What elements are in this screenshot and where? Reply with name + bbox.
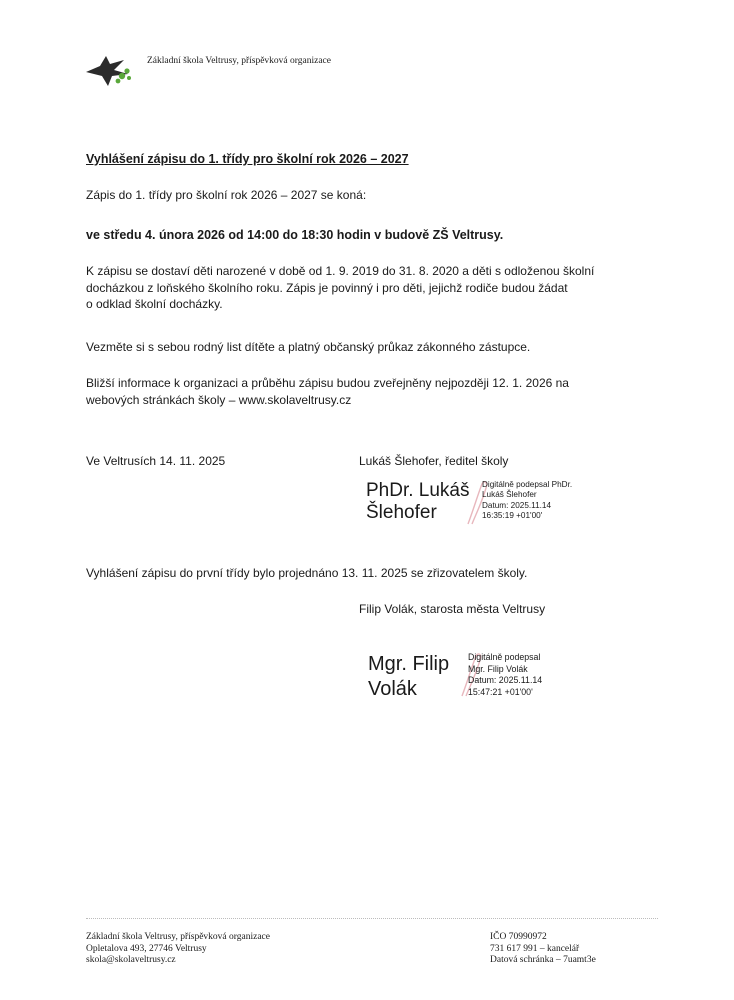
documents-paragraph: Vezměte si s sebou rodný list dítěte a platný občanský průkaz zákonného zástupce. [86, 340, 531, 354]
director-signature-meta: Digitálně podepsal PhDr. Lukáš Šlehofer Datum: 2025.11.14 16:35:19 +01'00' [482, 480, 573, 521]
eligibility-line: docházkou z loňského školního roku. Zápis je povinný i pro děti, jejichž rodiče budou žádat [86, 280, 568, 295]
place-date: Ve Veltrusích 14. 11. 2025 [86, 454, 226, 468]
footer-divider [86, 918, 658, 919]
document-title: Vyhlášení zápisu do 1. třídy pro školní rok 2026 – 2027 [86, 152, 409, 166]
eligibility-line: K zápisu se dostaví děti narozené v době od 1. 9. 2019 do 31. 8. 2020 a děti s odloženou školní [86, 264, 595, 278]
footer-left [86, 932, 270, 967]
footer-email: skola@skolaveltrusy.cz [86, 955, 176, 965]
footer-ico: IČO 70990972 [490, 932, 547, 942]
director-label: Lukáš Šlehofer, ředitel školy [359, 454, 509, 468]
intro-paragraph: Zápis do 1. třídy pro školní rok 2026 – 2027 se koná: [86, 188, 367, 202]
header-school-name: Základní škola Veltrusy, příspěvková organizace [147, 56, 331, 66]
footer-phone: 731 617 991 – kancelář [490, 943, 580, 954]
discussed-line: Vyhlášení zápisu do první třídy bylo projednáno 13. 11. 2025 se zřizovatelem školy. [86, 566, 528, 580]
footer-school-name: Základní škola Veltrusy, příspěvková organizace [86, 932, 270, 942]
enrollment-date-line: ve středu 4. února 2026 od 14:00 do 18:30 hodin v budově ZŠ Veltrusy. [86, 228, 504, 242]
footer-data-box: Datová schránka – 7uamt3e [490, 955, 596, 965]
eligibility-paragraph [86, 263, 666, 313]
info-paragraph [86, 375, 666, 408]
mayor-signature-meta: Digitálně podepsal Mgr. Filip Volák Datum: 2025.11.14 15:47:21 +01'00' [468, 652, 543, 697]
eligibility-line: o odklad školní docházky. [86, 297, 223, 311]
footer-address: Opletalova 493, 27746 Veltrusy [86, 943, 207, 954]
mayor-label: Filip Volák, starosta města Veltrusy [359, 602, 546, 616]
school-logo-icon [84, 52, 134, 88]
info-line: webových stránkách školy – www.skolaveltrusy.cz [86, 392, 352, 407]
mayor-signature-name: Mgr. Filip Volák [368, 653, 450, 700]
footer-right [490, 932, 596, 967]
director-signature-name: PhDr. Lukáš Šlehofer [366, 480, 470, 523]
info-line: Bližší informace k organizaci a průběhu zápisu budou zveřejněny nejpozději 12. 1. 2026 na [86, 376, 569, 390]
